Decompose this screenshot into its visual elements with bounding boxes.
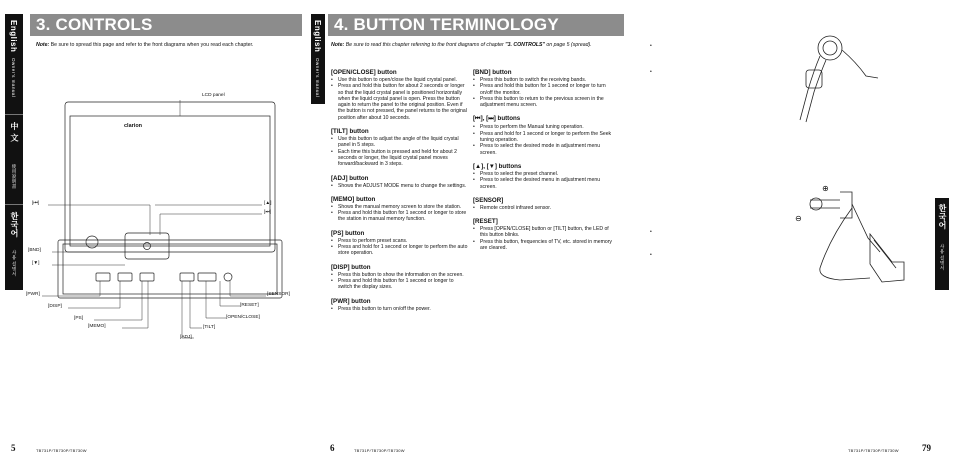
list-item: • Press and hold this button for 1 second or longer to switch the display sizes. (331, 278, 469, 291)
section-heading: [OPEN/CLOSE] button (331, 69, 397, 76)
list-item: • Press this button to turn on/off the power. (331, 306, 469, 312)
list-item: • Use this button to open/close the liquid crystal panel. (331, 77, 469, 83)
button-section (331, 196, 469, 223)
section-bullet-list (331, 183, 469, 189)
brand-logo: clarion (124, 123, 143, 129)
section-heading: [MEMO] button (331, 195, 376, 203)
section-heading: [TILT] button (331, 128, 369, 136)
page-title: 4. BUTTON TERMINOLOGY (328, 14, 624, 36)
list-item: • Shows the manual memory screen to store the station. (331, 204, 469, 210)
button-section (331, 264, 469, 291)
label-bnd-button: [BND] (28, 248, 41, 253)
button-section (473, 69, 613, 108)
label-reset-button: [RESET] (240, 303, 259, 308)
list-item: • Press and hold this button for 1 second or longer to store the station in manual memory function. (331, 210, 469, 223)
tab-owners-manual: Owner's manual (315, 58, 320, 98)
label-disp-button: [DISP] (48, 304, 62, 309)
tab-korean-sub: 사용 설명서 (12, 250, 17, 277)
language-tab-column (935, 198, 949, 290)
button-section (473, 163, 613, 190)
section-bullet-list (331, 272, 469, 291)
label-up-button: [▲] (264, 201, 272, 206)
label-next-button: [⏭] (264, 210, 271, 215)
section-bullet-list (331, 306, 469, 312)
section-heading: [SENSOR] (473, 196, 504, 204)
tab-korean[interactable]: 한국어 (10, 212, 19, 238)
section-bullet-list (331, 204, 469, 223)
list-item: • Press and hold this button for 1 second or longer to turn on/off the monitor. (473, 83, 613, 96)
section-heading: [BND] button (473, 69, 512, 76)
section-heading: [RESET] (473, 218, 498, 226)
section-heading: [ADJ] button (331, 174, 369, 182)
section-heading: [⏮], [⏭] buttons (473, 115, 521, 123)
note-label: Note: (36, 42, 50, 48)
section-bullet-list (473, 171, 613, 190)
button-section (331, 298, 469, 312)
list-item: • Press this button to return to the previous screen in the adjustment menu screen. (473, 96, 613, 109)
head-unit-drawing (30, 80, 300, 350)
list-item: • Use this button to adjust the angle of the liquid crystal panel in 5 steps. (331, 136, 469, 149)
page-number-right: 79 (922, 443, 931, 453)
list-item: • Press to select the desired menu in adjustment menu screen. (473, 177, 613, 190)
section-bullet-list (473, 124, 613, 155)
section-heading: [▲], [▼] buttons (473, 162, 522, 170)
list-item: • Press to perform the Manual tuning operation. (473, 124, 613, 130)
tab-owners-manual: Owner's manual (11, 58, 16, 98)
section-bullet-list (331, 238, 469, 257)
section-bullet-list (473, 226, 613, 251)
section-heading: [PWR] button (331, 297, 371, 305)
section-bullet-list (331, 136, 469, 167)
label-pwr-button: [PWR] (26, 292, 40, 297)
tab-chinese-sub: 使用說明書 (12, 164, 17, 189)
list-item: • Press this button to show the information on the screen. (331, 272, 469, 278)
tab-divider (5, 114, 23, 115)
label-open-close-button: [OPEN/CLOSE] (226, 315, 260, 320)
list-item: • Press and hold for 1 second or longer to perform the Seek tuning operation. (473, 131, 613, 144)
section-bullet-list (473, 77, 613, 108)
button-terminology-col1 (331, 69, 469, 319)
bullet-mark: • (650, 252, 652, 258)
list-item: • Each time this button is pressed and held for about 2 seconds or longer, the liquid crystal panel moves forward/backward in 3 steps. (331, 149, 469, 168)
button-section (473, 115, 613, 155)
button-section (331, 128, 469, 167)
cable-connector-illustration (786, 30, 906, 130)
page-number-left: 5 (11, 443, 16, 453)
ground-wire-illustration (800, 178, 920, 308)
page-title: 3. CONTROLS (30, 14, 302, 36)
bullet-mark: • (650, 229, 652, 235)
label-prev-button: [⏮] (32, 201, 39, 206)
bullet-mark: • (650, 43, 652, 49)
label-adj-button: [ADJ] (180, 335, 192, 340)
model-number-middle: TB731P/TB730P/TB730W (354, 448, 405, 453)
label-down-button: [▼] (32, 261, 40, 266)
minus-mark: ⊖ (795, 214, 802, 223)
label-sensor: [SENSOR] (267, 292, 290, 297)
button-section (331, 175, 469, 189)
list-item: • Shows the ADJUST MODE menu to change the settings. (331, 183, 469, 189)
note (36, 42, 301, 49)
button-section (473, 218, 613, 251)
tab-chinese[interactable]: 中 文 (10, 122, 19, 142)
list-item: • Press to select the desired mode in adjustment menu screen. (473, 143, 613, 156)
note-label: Note: (331, 42, 345, 48)
section-bullet-list (473, 205, 613, 211)
label-memo-button: [MEMO] (88, 324, 106, 329)
list-item: • Press and hold this button for about 2 seconds or longer so that the liquid crystal panel is positioned horizontally when the liquid crystal panel is open. Press the button again to return the panel to the original position. Even if the button is not pressed, the panel returns to the original position after about 10 seconds. (331, 83, 469, 121)
button-section (473, 197, 613, 211)
model-number-right: TB731P/TB730P/TB730W (848, 448, 899, 453)
note-ref: "3. CONTROLS" (505, 42, 545, 48)
label-tilt-button: [TILT] (203, 325, 216, 330)
list-item: • Press to select the preset channel. (473, 171, 613, 177)
button-terminology-col2 (473, 69, 613, 258)
tab-korean[interactable]: 한국어 (938, 204, 947, 230)
page-number-middle: 6 (330, 443, 335, 453)
model-number-left: TB731P/TB730P/TB730W (36, 448, 87, 453)
list-item: • Remote control infrared sensor. (473, 205, 613, 211)
section-bullet-list (331, 77, 469, 121)
tab-divider (5, 204, 23, 205)
bullet-mark: • (650, 69, 652, 75)
note-text: Be sure to spread this page and refer to the front diagrams when you read each chapter. (49, 42, 254, 48)
note-text-end: on page 5 (spread). (544, 42, 592, 48)
plus-mark: ⊕ (822, 184, 829, 193)
label-ps-button: [PS] (74, 316, 84, 321)
button-section (331, 69, 469, 121)
language-tab-column (5, 14, 23, 290)
lcd-panel-label: LCD panel (202, 93, 225, 98)
tab-english[interactable]: English (9, 20, 18, 53)
tab-english[interactable]: English (313, 20, 322, 53)
list-item: • Press [OPEN/CLOSE] button or [TILT] button, the LED of this button blinks. (473, 226, 613, 239)
list-item: • Press to perform preset scans. (331, 238, 469, 244)
note-text: Be sure to read this chapter referring to the front diagrams of chapter (344, 42, 506, 48)
list-item: • Press and hold for 1 second or longer to perform the auto store operation. (331, 244, 469, 257)
list-item: • Press this button, frequencies of TV, etc. stored in memory are cleared. (473, 239, 613, 252)
list-item: • Press this button to switch the receiving bands. (473, 77, 613, 83)
controls-diagram (26, 80, 300, 350)
button-section (331, 230, 469, 257)
section-heading: [PS] button (331, 229, 365, 237)
tab-korean-sub: 사용 설명서 (940, 244, 945, 271)
note (331, 42, 621, 49)
section-heading: [DISP] button (331, 263, 371, 271)
language-tab-column (311, 14, 325, 104)
